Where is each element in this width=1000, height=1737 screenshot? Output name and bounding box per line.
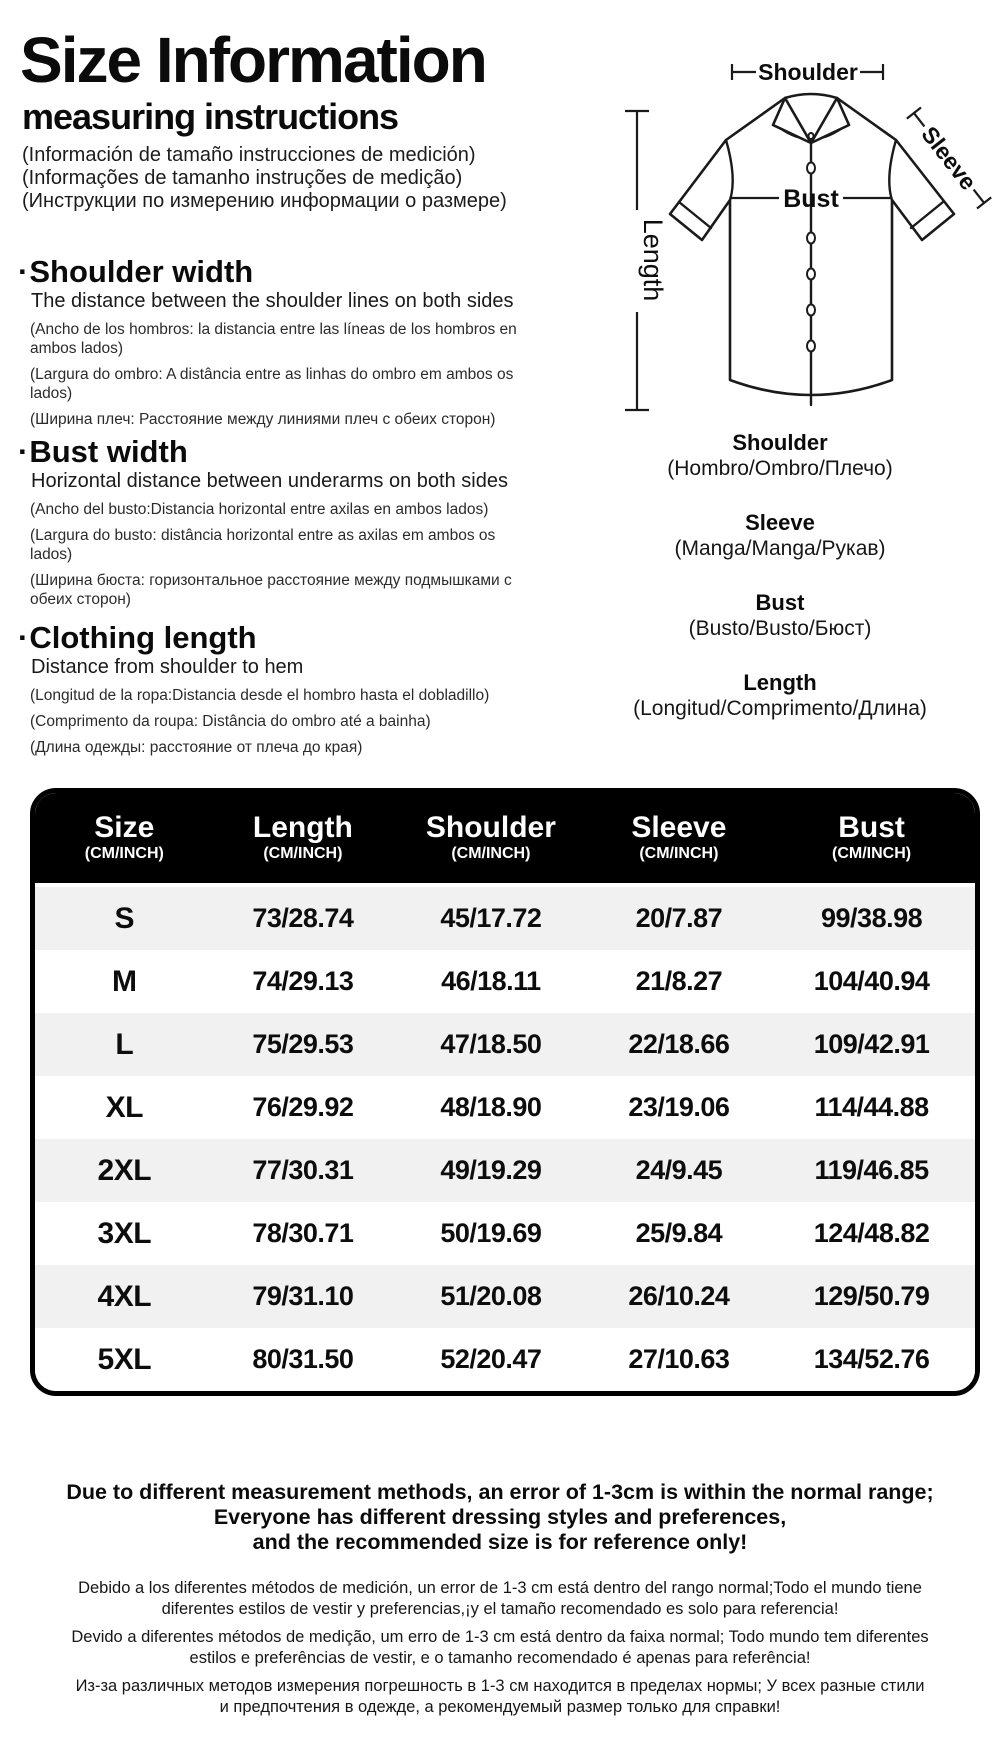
cell-bust: 99/38.98 — [821, 903, 923, 933]
column-unit: (CM/INCH) — [263, 845, 343, 862]
cell-bust: 119/46.85 — [814, 1155, 929, 1185]
column-unit: (CM/INCH) — [832, 845, 912, 862]
cell-size: 2XL — [97, 1153, 152, 1187]
subtitle-translation-pt: (Informações de tamanho instruções de medição) — [22, 167, 463, 189]
intro-header — [20, 26, 550, 213]
length-measure-line — [625, 111, 668, 410]
bullet-dot: · — [18, 620, 29, 655]
legend-translations: (Longitud/Comprimento/Длина) — [633, 697, 927, 720]
cell-size: L — [115, 1027, 134, 1061]
length-label: Length — [638, 218, 668, 302]
section-translation-es: (Longitud de la ropa:Distancia desde el hombro hasta el dobladillo) — [30, 687, 490, 704]
shoulder-measure-line — [732, 59, 883, 85]
table-row — [35, 1328, 975, 1391]
page-title: Size Information — [20, 24, 486, 96]
bullet-dot: · — [18, 254, 29, 289]
section-translation-ru: (Ширина бюста: горизонтальное расстояние между подмышками с обеих сторон) — [30, 572, 512, 608]
cell-bust: 104/40.94 — [813, 966, 930, 996]
section-title — [18, 254, 524, 290]
section-translation-pt: (Comprimento da roupa: Distância do ombro até a bainha) — [30, 713, 431, 730]
cell-shoulder: 47/18.50 — [440, 1029, 542, 1059]
section-translation-ru: (Длина одежды: расстояние от плеча до края) — [30, 739, 363, 756]
cell-sleeve: 26/10.24 — [628, 1281, 730, 1311]
measurement-disclaimer-ru: Из-за различных методов измерения погрешность в 1-3 см находится в пределах нормы; У всех разные стили и предпочтения в одежде, а рекомендуемый размер только для справки! — [75, 1677, 925, 1716]
disclaimer-line: Everyone has different dressing styles and preferences, — [213, 1505, 787, 1529]
sleeve-label: Sleeve — [916, 121, 982, 195]
cell-shoulder: 52/20.47 — [440, 1344, 542, 1374]
column-label: Bust — [838, 811, 905, 844]
column-header-length — [214, 812, 393, 864]
section-translation-ru: (Ширина плеч: Расстояние между линиями плеч с обеих сторон) — [30, 411, 496, 428]
cell-shoulder: 49/19.29 — [440, 1155, 542, 1185]
legend-name: Sleeve — [745, 510, 815, 535]
measure-legend — [550, 430, 1000, 750]
column-unit: (CM/INCH) — [451, 845, 531, 862]
section-translation-pt: (Largura do ombro: A distância entre as linhas do ombro em ambos os lados) — [30, 366, 514, 402]
section-description: The distance between the shoulder lines on both sides — [31, 290, 514, 312]
column-label: Sleeve — [631, 811, 727, 844]
cell-sleeve: 23/19.06 — [628, 1092, 730, 1122]
legend-name: Shoulder — [732, 430, 828, 455]
legend-translations: (Busto/Busto/Бюст) — [688, 617, 872, 640]
cell-length: 73/28.74 — [252, 903, 354, 933]
cell-sleeve: 25/9.84 — [635, 1218, 723, 1248]
table-row — [35, 887, 975, 950]
cell-shoulder: 46/18.11 — [441, 966, 541, 996]
table-row — [35, 1139, 975, 1202]
size-table — [30, 788, 980, 1396]
cell-size: XL — [105, 1090, 143, 1124]
cell-length: 77/30.31 — [252, 1155, 354, 1185]
cell-length: 74/29.13 — [252, 966, 354, 996]
cell-length: 75/29.53 — [252, 1029, 354, 1059]
cell-shoulder: 45/17.72 — [440, 903, 542, 933]
section-description: Horizontal distance between underarms on both sides — [31, 470, 508, 492]
disclaimer-line: Due to different measurement methods, an error of 1-3cm is within the normal range; — [66, 1480, 934, 1504]
section-title-text: Shoulder width — [29, 254, 254, 289]
legend-translations: (Hombro/Ombro/Плечо) — [667, 457, 893, 480]
cell-sleeve: 24/9.45 — [635, 1155, 723, 1185]
column-header-shoulder — [392, 812, 589, 864]
table-row — [35, 1076, 975, 1139]
legend-translations: (Manga/Manga/Рукав) — [674, 537, 886, 560]
cell-bust: 124/48.82 — [813, 1218, 930, 1248]
legend-item-shoulder — [550, 430, 1000, 481]
measurement-disclaimer-pt: Devido a diferentes métodos de medição, um erro de 1-3 cm está dentro da faixa normal; Todo mundo tem diferentes estilos e preferências de vestir, e o tamanho recomendado é apenas para referência! — [71, 1628, 929, 1667]
section-bust-width — [18, 434, 524, 609]
cell-sleeve: 20/7.87 — [635, 903, 723, 933]
subtitle-translation-ru: (Инструкции по измерению информации о размере) — [22, 190, 507, 212]
table-row — [35, 1202, 975, 1265]
column-header-bust — [768, 812, 975, 864]
section-title — [18, 434, 524, 470]
section-title — [18, 620, 524, 656]
cell-length: 76/29.92 — [252, 1092, 354, 1122]
cell-sleeve: 21/8.27 — [635, 966, 723, 996]
legend-name: Bust — [755, 590, 805, 615]
cell-shoulder: 50/19.69 — [440, 1218, 542, 1248]
disclaimer-line: and the recommended size is for reference only! — [252, 1530, 748, 1554]
shirt-measure-diagram — [540, 28, 1000, 425]
column-unit: (CM/INCH) — [84, 845, 164, 862]
cell-length: 80/31.50 — [252, 1344, 354, 1374]
cell-bust: 134/52.76 — [813, 1344, 930, 1374]
cell-size: 5XL — [97, 1342, 152, 1376]
size-table-header — [35, 793, 975, 887]
subtitle-translation-es: (Información de tamaño instrucciones de medición) — [22, 144, 476, 166]
table-row — [35, 1013, 975, 1076]
legend-item-length — [550, 670, 1000, 721]
section-title-text: Bust width — [29, 434, 188, 469]
cell-size: 4XL — [97, 1279, 152, 1313]
cell-bust: 114/44.88 — [814, 1092, 929, 1122]
cell-sleeve: 22/18.66 — [628, 1029, 730, 1059]
measurement-disclaimer-es: Debido a los diferentes métodos de medición, un error de 1-3 cm está dentro del rango normal;Todo el mundo tiene diferentes estilos de vestir y preferencias,¡y el tamaño recomendado es solo para referencia! — [78, 1579, 922, 1618]
column-header-size — [35, 812, 214, 864]
section-shoulder-width — [18, 254, 524, 429]
page-subtitle: measuring instructions — [22, 96, 399, 137]
section-clothing-length — [18, 620, 524, 757]
cell-bust: 129/50.79 — [813, 1281, 930, 1311]
cell-sleeve: 27/10.63 — [628, 1344, 730, 1374]
shoulder-label: Shoulder — [758, 59, 858, 85]
cell-bust: 109/42.91 — [813, 1029, 930, 1059]
bullet-dot: · — [18, 434, 29, 469]
cell-length: 79/31.10 — [252, 1281, 354, 1311]
section-description: Distance from shoulder to hem — [31, 656, 304, 678]
column-label: Length — [252, 811, 353, 844]
legend-name: Length — [743, 670, 817, 695]
cell-length: 78/30.71 — [252, 1218, 354, 1248]
legend-item-bust — [550, 590, 1000, 641]
section-translation-es: (Ancho del busto:Distancia horizontal entre axilas en ambos lados) — [30, 501, 489, 518]
section-translation-pt: (Largura do busto: distância horizontal entre as axilas em ambos os lados) — [30, 527, 496, 563]
table-row — [35, 1265, 975, 1328]
column-label: Size — [94, 811, 155, 844]
cell-size: M — [112, 964, 137, 998]
table-row — [35, 950, 975, 1013]
cell-shoulder: 48/18.90 — [440, 1092, 542, 1122]
column-label: Shoulder — [425, 811, 556, 844]
measurement-disclaimer-en — [40, 1480, 960, 1555]
column-unit: (CM/INCH) — [639, 845, 719, 862]
legend-item-sleeve — [550, 510, 1000, 561]
cell-shoulder: 51/20.08 — [440, 1281, 542, 1311]
column-header-sleeve — [590, 812, 769, 864]
cell-size: 3XL — [97, 1216, 152, 1250]
section-translation-es: (Ancho de los hombros: la distancia entre las líneas de los hombros en ambos lados) — [30, 321, 517, 357]
bust-label: Bust — [783, 185, 839, 213]
cell-size: S — [114, 901, 135, 935]
section-title-text: Clothing length — [29, 620, 257, 655]
